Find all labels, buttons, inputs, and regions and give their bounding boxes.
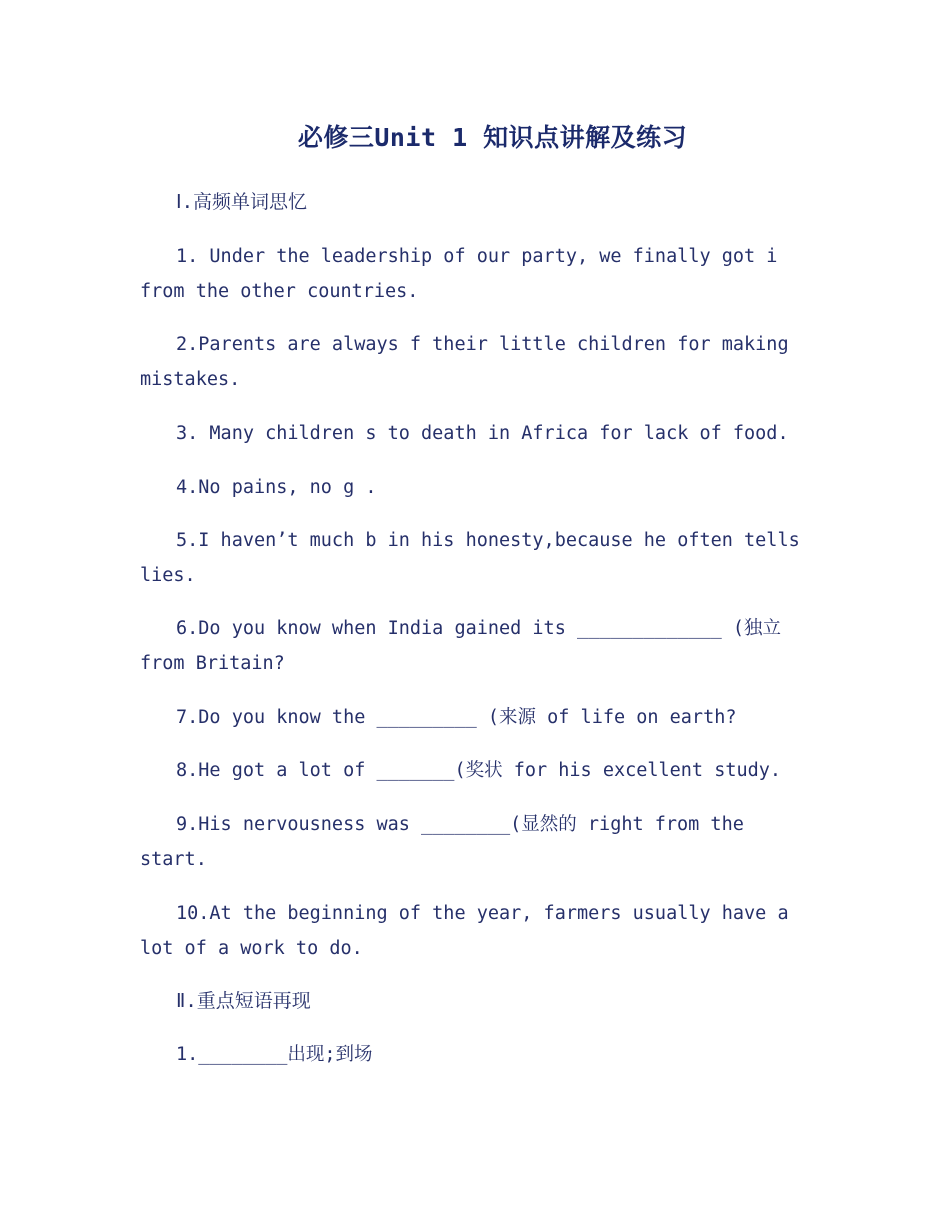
exercise-item: 8.He got a lot of _______(奖状 for his excellent study. (176, 760, 782, 781)
exercise-item: 10.At the beginning of the year, farmers usually have a lot of a work to do. (140, 903, 789, 959)
exercise-item: 6.Do you know when India gained its _____________ (独立 from Britain? (140, 618, 782, 674)
page-title: 必修三Unit 1 知识点讲解及练习 (297, 123, 688, 152)
phrase-item: 1.________出现;到场 (176, 1044, 373, 1065)
exercise-item: 1. Under the leadership of our party, we finally got i from the other countries. (140, 246, 778, 302)
exercise-item: 9.His nervousness was ________(显然的 right from the start. (140, 814, 744, 870)
exercise-item: 4.No pains, no g . (176, 477, 377, 498)
exercise-item: 2.Parents are always f their little children for making mistakes. (140, 334, 789, 390)
section-heading-vocabulary: Ⅰ.高频单词思忆 (176, 191, 308, 213)
exercise-item: 7.Do you know the _________ (来源 of life on earth? (176, 707, 737, 728)
section-heading-phrases: Ⅱ.重点短语再现 (176, 990, 311, 1012)
exercise-item: 3. Many children s to death in Africa for lack of food. (176, 423, 789, 444)
exercise-item: 5.I haven’t much b in his honesty,because he often tells lies. (140, 530, 800, 586)
